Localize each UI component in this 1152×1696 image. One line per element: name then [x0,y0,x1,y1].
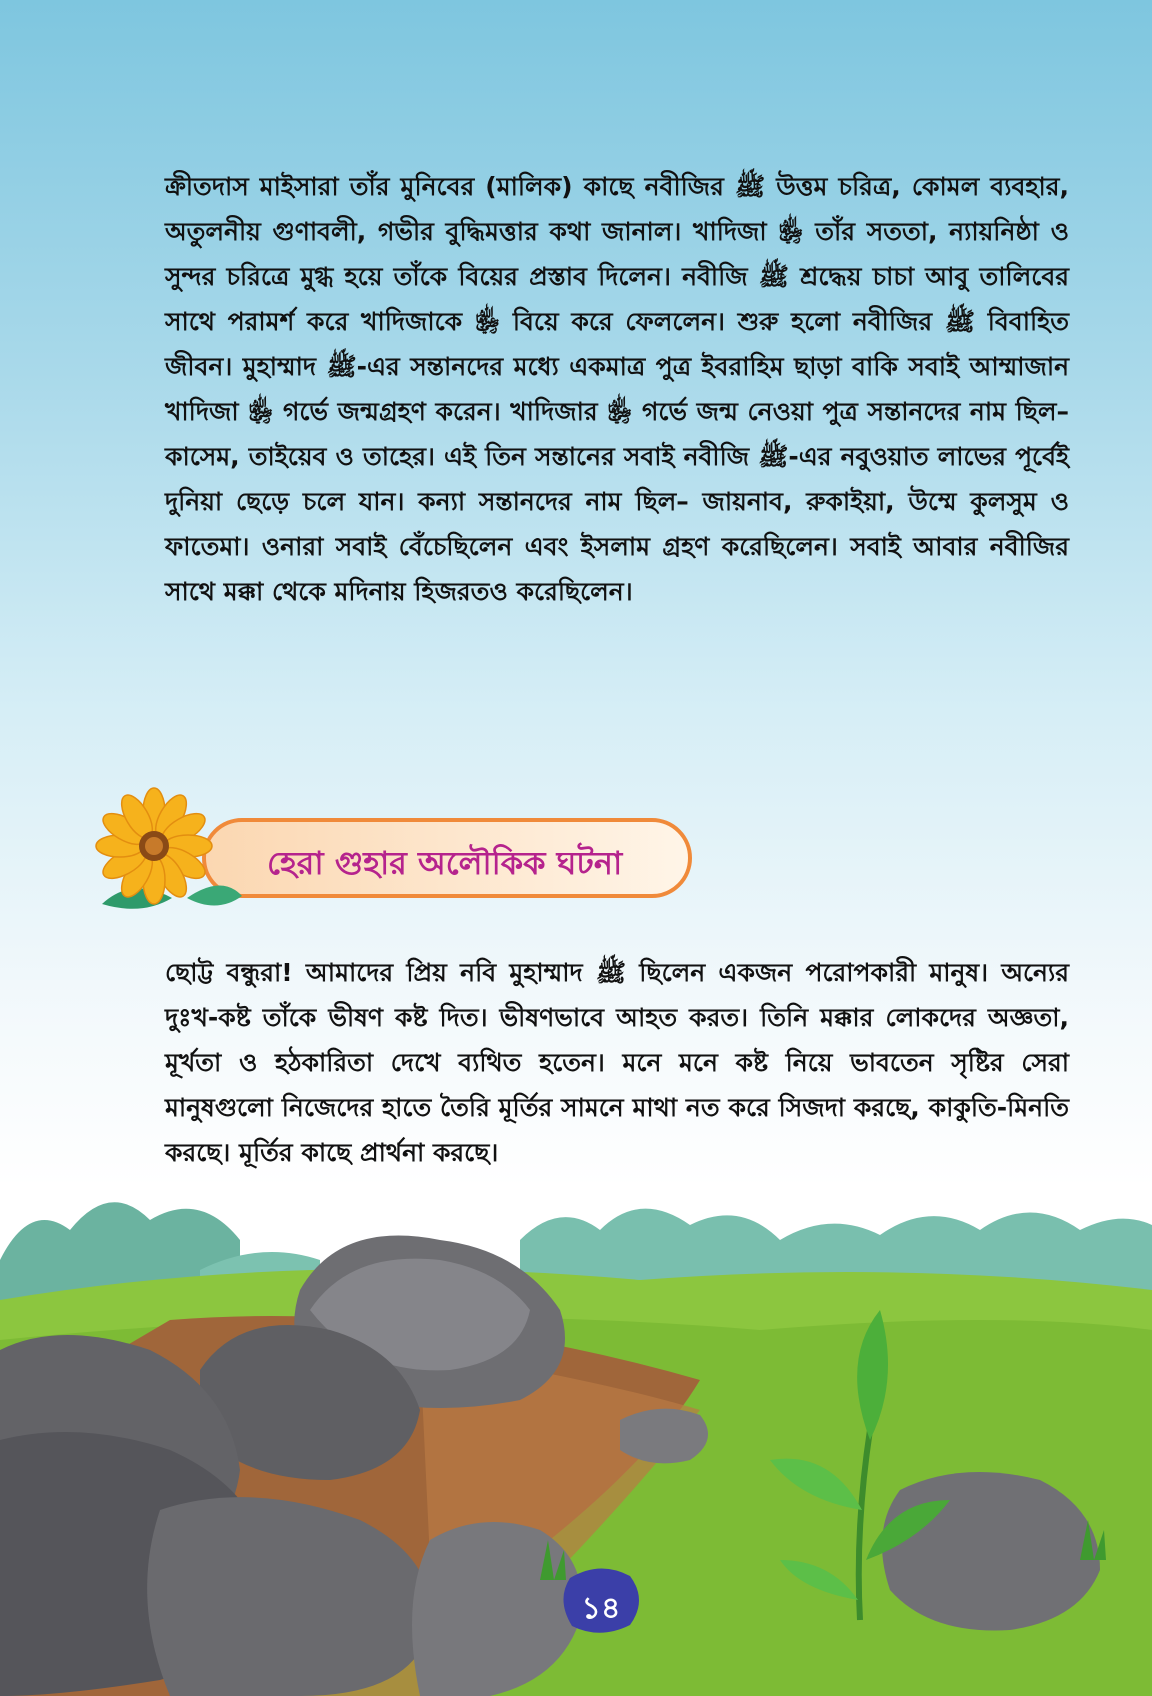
body-paragraph-2: ছোট্ট বন্ধুরা! আমাদের প্রিয় নবি মুহাম্মাদ ﷺ ছিলেন একজন পরোপকারী মানুষ। অন্যের দুঃখ-কষ্ট তাঁকে ভীষণ কষ্ট দিত। ভীষণভাবে আহত করত। তিনি মক্কার লোকদের অজ্ঞতা, মূর্খতা ও হঠকারিতা দেখে ব্যথিত হতেন। মনে মনে কষ্ট নিয়ে ভাবতেন সৃষ্টির সেরা মানুষগুলো নিজেদের হাতে তৈরি মূর্তির সামনে মাথা নত করে সিজদা করছে, কাকুতি-মিনতি করছে। মূর্তির কাছে প্রার্থনা করছে। [165,958,1069,1167]
section-heading-banner [92,786,712,926]
flower-icon [92,786,252,926]
page-number: ১৪ [581,1591,621,1626]
body-paragraph-1: ক্রীতদাস মাইসারা তাঁর মুনিবের (মালিক) কাছে নবীজির ﷺ উত্তম চরিত্র, কোমল ব্যবহার, অতুলনীয় গুণাবলী, গভীর বুদ্ধিমত্তার কথা জানাল। খাদিজা ﵂ তাঁর সততা, ন্যায়নিষ্ঠা ও সুন্দর চরিত্রে মুগ্ধ হয়ে তাঁকে বিয়ের প্রস্তাব দিলেন। নবীজি ﷺ শ্রদ্ধেয় চাচা আবু তালিবের সাথে পরামর্শ করে খাদিজাকে ﵂ বিয়ে করে ফেললেন। শুরু হলো নবীজির ﷺ বিবাহিত জীবন। মুহাম্মাদ ﷺ-এর সন্তানদের মধ্যে একমাত্র পুত্র ইবরাহিম ছাড়া বাকি সবাই আম্মাজান খাদিজা ﵂ গর্ভে জন্মগ্রহণ করেন। খাদিজার ﵂ গর্ভে জন্ম নেওয়া পুত্র সন্তানদের নাম ছিল– কাসেম, তাইয়েব ও তাহের। এই তিন সন্তানের সবাই নবীজি ﷺ-এর নবুওয়াত লাভের পূর্বেই দুনিয়া ছেড়ে চলে যান। কন্যা সন্তানদের নাম ছিল– জায়নাব, রুকাইয়া, উম্মে কুলসুম ও ফাতেমা। ওনারা সবাই বেঁচেছিলেন এবং ইসলাম গ্রহণ করেছিলেন। সবাই আবার নবীজির সাথে মক্কা থেকে মদিনায় হিজরতও করেছিলেন। [165,172,1070,606]
section-heading-text: হেরা গুহার অলৌকিক ঘটনা [267,844,623,882]
